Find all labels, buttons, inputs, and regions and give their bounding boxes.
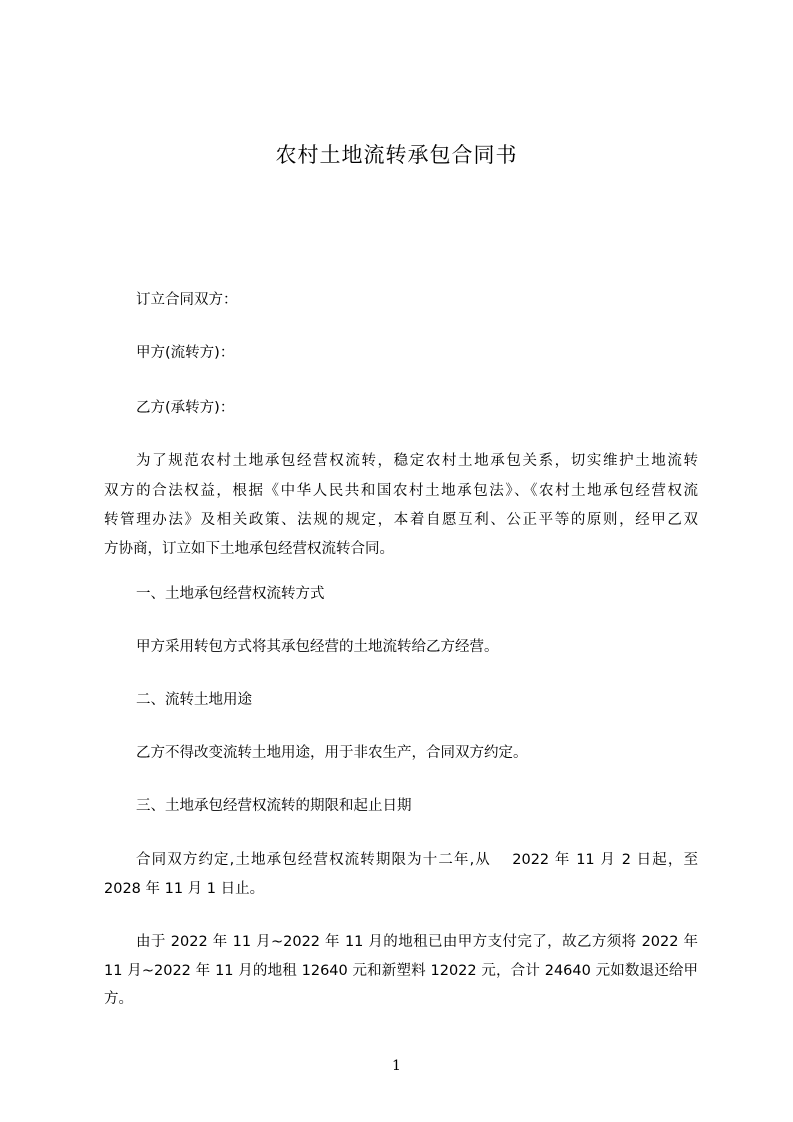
parties-heading: 订立合同双方： bbox=[136, 292, 238, 308]
section3-rent-line: 11 月~2022 年 11 月的地租 12640 元和新塑料 12022 元，合计 24640 元如数退还给甲 bbox=[104, 963, 698, 979]
section2-body: 乙方不得改变流转土地用途，用于非农生产，合同双方约定。 bbox=[136, 745, 528, 761]
section3-term-line: 2028 年 11 月 1 日止。 bbox=[104, 881, 265, 897]
section1-heading: 一、土地承包经营权流转方式 bbox=[136, 586, 325, 602]
section3-rent-line: 由于 2022 年 11 月~2022 年 11 月的地租已由甲方支付完了，故乙方须将 2022 年 bbox=[136, 934, 698, 950]
preamble-line: 为了规范农村土地承包经营权流转，稳定农村土地承包关系，切实维护土地流转 bbox=[136, 453, 698, 469]
party-a-label: 甲方(流转方)： bbox=[136, 345, 235, 361]
section1-body: 甲方采用转包方式将其承包经营的土地流转给乙方经营。 bbox=[136, 639, 499, 655]
party-b-label: 乙方(承转方)： bbox=[136, 400, 235, 416]
preamble-line: 方协商，订立如下土地承包经营权流转合同。 bbox=[104, 541, 394, 557]
section2-heading: 二、流转土地用途 bbox=[136, 692, 252, 708]
section3-term-line: 合同双方约定,土地承包经营权流转期限为十二年,从 2022 年 11 月 2 日起，至 bbox=[136, 852, 698, 868]
section3-rent-line: 方。 bbox=[104, 991, 133, 1007]
section3-heading: 三、土地承包经营权流转的期限和起止日期 bbox=[136, 798, 412, 814]
preamble-line: 双方的合法权益，根据《中华人民共和国农村土地承包法》、《农村土地承包经营权流 bbox=[104, 483, 698, 499]
document-title: 农村土地流转承包合同书 bbox=[275, 143, 518, 167]
preamble-line: 转管理办法》及相关政策、法规的规定，本着自愿互利、公正平等的原则，经甲乙双 bbox=[104, 512, 698, 528]
page-number: 1 bbox=[392, 1058, 401, 1074]
